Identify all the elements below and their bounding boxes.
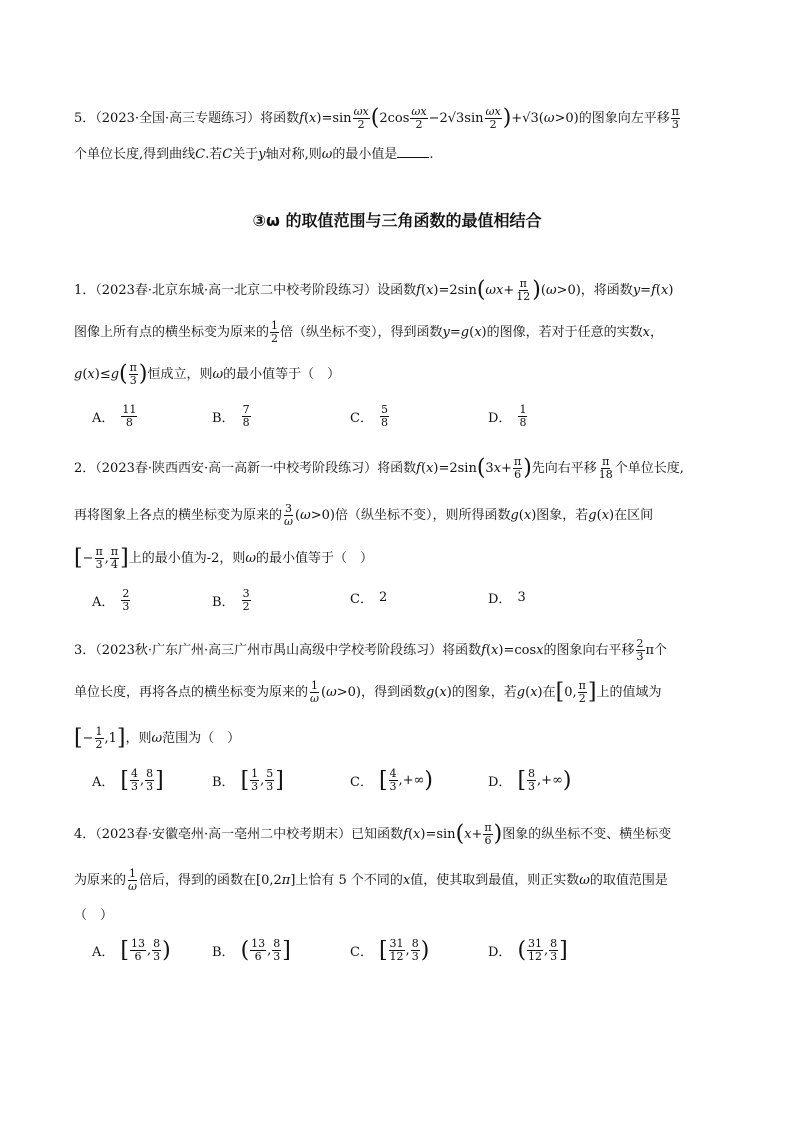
answer-blank[interactable] (397, 145, 429, 158)
q1-option-d[interactable]: D． $\frac{1}{8}$ (488, 403, 527, 429)
q4-number: 4． (74, 827, 96, 842)
q5-number: 5． (74, 111, 96, 126)
q3-line2: 单位长度，再将各点的横坐标变为原来的 $\frac{1}{\omega}$ (ω>0)，得到函数g(x)的图象，若g(x)在[0, $\frac{\pi}{2}$ ]上的值域为 (74, 679, 662, 705)
q1-number: 1． (74, 283, 96, 298)
section-title: ③ω 的取值范围与三角函数的最值相结合 (252, 211, 542, 230)
q2-line2: 再将图象上各点的横坐标变为原来的 $\frac{3}{\omega}$ (ω>0)倍（纵坐标不变），则所得函数g(x)图象，若g(x)在区间 (74, 502, 654, 528)
q2-option-a[interactable]: A． $\frac{2}{3}$ (92, 587, 130, 613)
q3-number: 3． (74, 643, 96, 658)
q3-option-a[interactable]: A． [ $\frac{4}{3}$ , $\frac{8}{3}$ ] (92, 767, 164, 793)
q2-option-d[interactable]: D． 3 (488, 590, 526, 607)
q2-line3: [− $\frac{\pi}{3}$ , $\frac{\pi}{4}$ ]上的最小值为-2，则ω的最小值等于（ ） (74, 545, 373, 571)
q1-option-a[interactable]: A． $\frac{11}{8}$ (92, 403, 137, 429)
q3-option-b[interactable]: B． [ $\frac{1}{3}$ , $\frac{5}{3}$ ] (212, 767, 284, 793)
q3-option-c[interactable]: C． [ $\frac{4}{3}$ , +∞ ) (350, 767, 434, 793)
q1-line2: 图像上所有点的横坐标变为原来的 $\frac{1}{2}$ 倍（纵坐标不变），得到函数y=g(x)的图像，若对于任意的实数x， (74, 319, 663, 345)
q4-option-a[interactable]: A． [ $\frac{13}{6}$ , $\frac{8}{3}$ ) (92, 937, 171, 963)
q4-source: （2023春·安徽亳州·高一亳州二中校考期末） (95, 827, 352, 842)
q4-line2: 为原来的 $\frac{1}{\omega}$ 倍后，得到的函数在[0,2π]上恰有 5 个不同的x值，使其取到最值，则正实数ω的取值范围是 (74, 867, 668, 893)
q5-formula: f(x)=sin $\frac{\omega x}{2}$ (2cos $\frac{\omega x}{2}$ −2√3sin $\frac{\omega x}{2}$ )+√3(ω>0) (299, 105, 579, 131)
q3-line3: [− $\frac{1}{2}$ ,1]，则ω范围为（ ） (74, 725, 241, 751)
q5-line1: 5．（2023·全国·高三专题练习）将函数f(x)=sin $\frac{\omega x}{2}$ (2cos $\frac{\omega x}{2}$ −2√3sin $\frac{\omega x}{2}$ )+√3(ω>0)的图象向左平移 $\frac{\pi}{3}$ (74, 105, 679, 131)
q2-option-c[interactable]: C． 2 (350, 590, 388, 607)
q5-source: （2023·全国·高三专题练习） (95, 111, 261, 126)
q1-source: （2023春·北京东城·高一北京二中校考阶段练习） (95, 283, 378, 298)
q5-line2: 个单位长度,得到曲线C.若C关于y轴对称,则ω的最小值是 . (74, 147, 434, 162)
q4-line1: 4．（2023春·安徽亳州·高一亳州二中校考期末）已知函数f(x)=sin(x+ $\frac{\pi}{6}$ )图象的纵坐标不变、横坐标变 (74, 821, 672, 847)
q2-number: 2． (74, 461, 96, 476)
q4-line3: （ ） (74, 908, 114, 923)
q1-option-c[interactable]: C． $\frac{5}{8}$ (350, 403, 388, 429)
q2-option-b[interactable]: B． $\frac{3}{2}$ (212, 587, 250, 613)
q1-option-b[interactable]: B． $\frac{7}{8}$ (212, 403, 250, 429)
q2-source: （2023春·陕西西安·高一高新一中校考阶段练习） (95, 461, 378, 476)
q3-option-d[interactable]: D． [ $\frac{8}{3}$ , +∞ ) (488, 767, 572, 793)
q1-line1: 1．（2023春·北京东城·高一北京二中校考阶段练习）设函数f(x)=2sin(ωx+ $\frac{\pi}{12}$ )(ω>0)，将函数y=f(x) (74, 277, 674, 303)
q3-source: （2023秋·广东广州·高三广州市禺山高级中学校考阶段练习） (95, 643, 443, 658)
q1-line3: g(x)≤g( $\frac{\pi}{3}$ )恒成立，则ω的最小值等于（ ） (74, 361, 341, 387)
q4-option-b[interactable]: B． ( $\frac{13}{6}$ , $\frac{8}{3}$ ] (212, 937, 291, 963)
q4-option-d[interactable]: D． ( $\frac{31}{12}$ , $\frac{8}{3}$ ] (488, 937, 568, 963)
q2-line1: 2．（2023春·陕西西安·高一高新一中校考阶段练习）将函数f(x)=2sin(3x+ $\frac{\pi}{6}$ )先向右平移 $\frac{\pi}{18}$ 个单位长度, (74, 455, 684, 481)
q3-line1: 3．（2023秋·广东广州·高三广州市禺山高级中学校考阶段练习）将函数f(x)=cosx的图象向右平移 $\frac{2}{3}$ π个 (74, 637, 668, 663)
q4-option-c[interactable]: C． [ $\frac{31}{12}$ , $\frac{8}{3}$ ) (350, 937, 430, 963)
